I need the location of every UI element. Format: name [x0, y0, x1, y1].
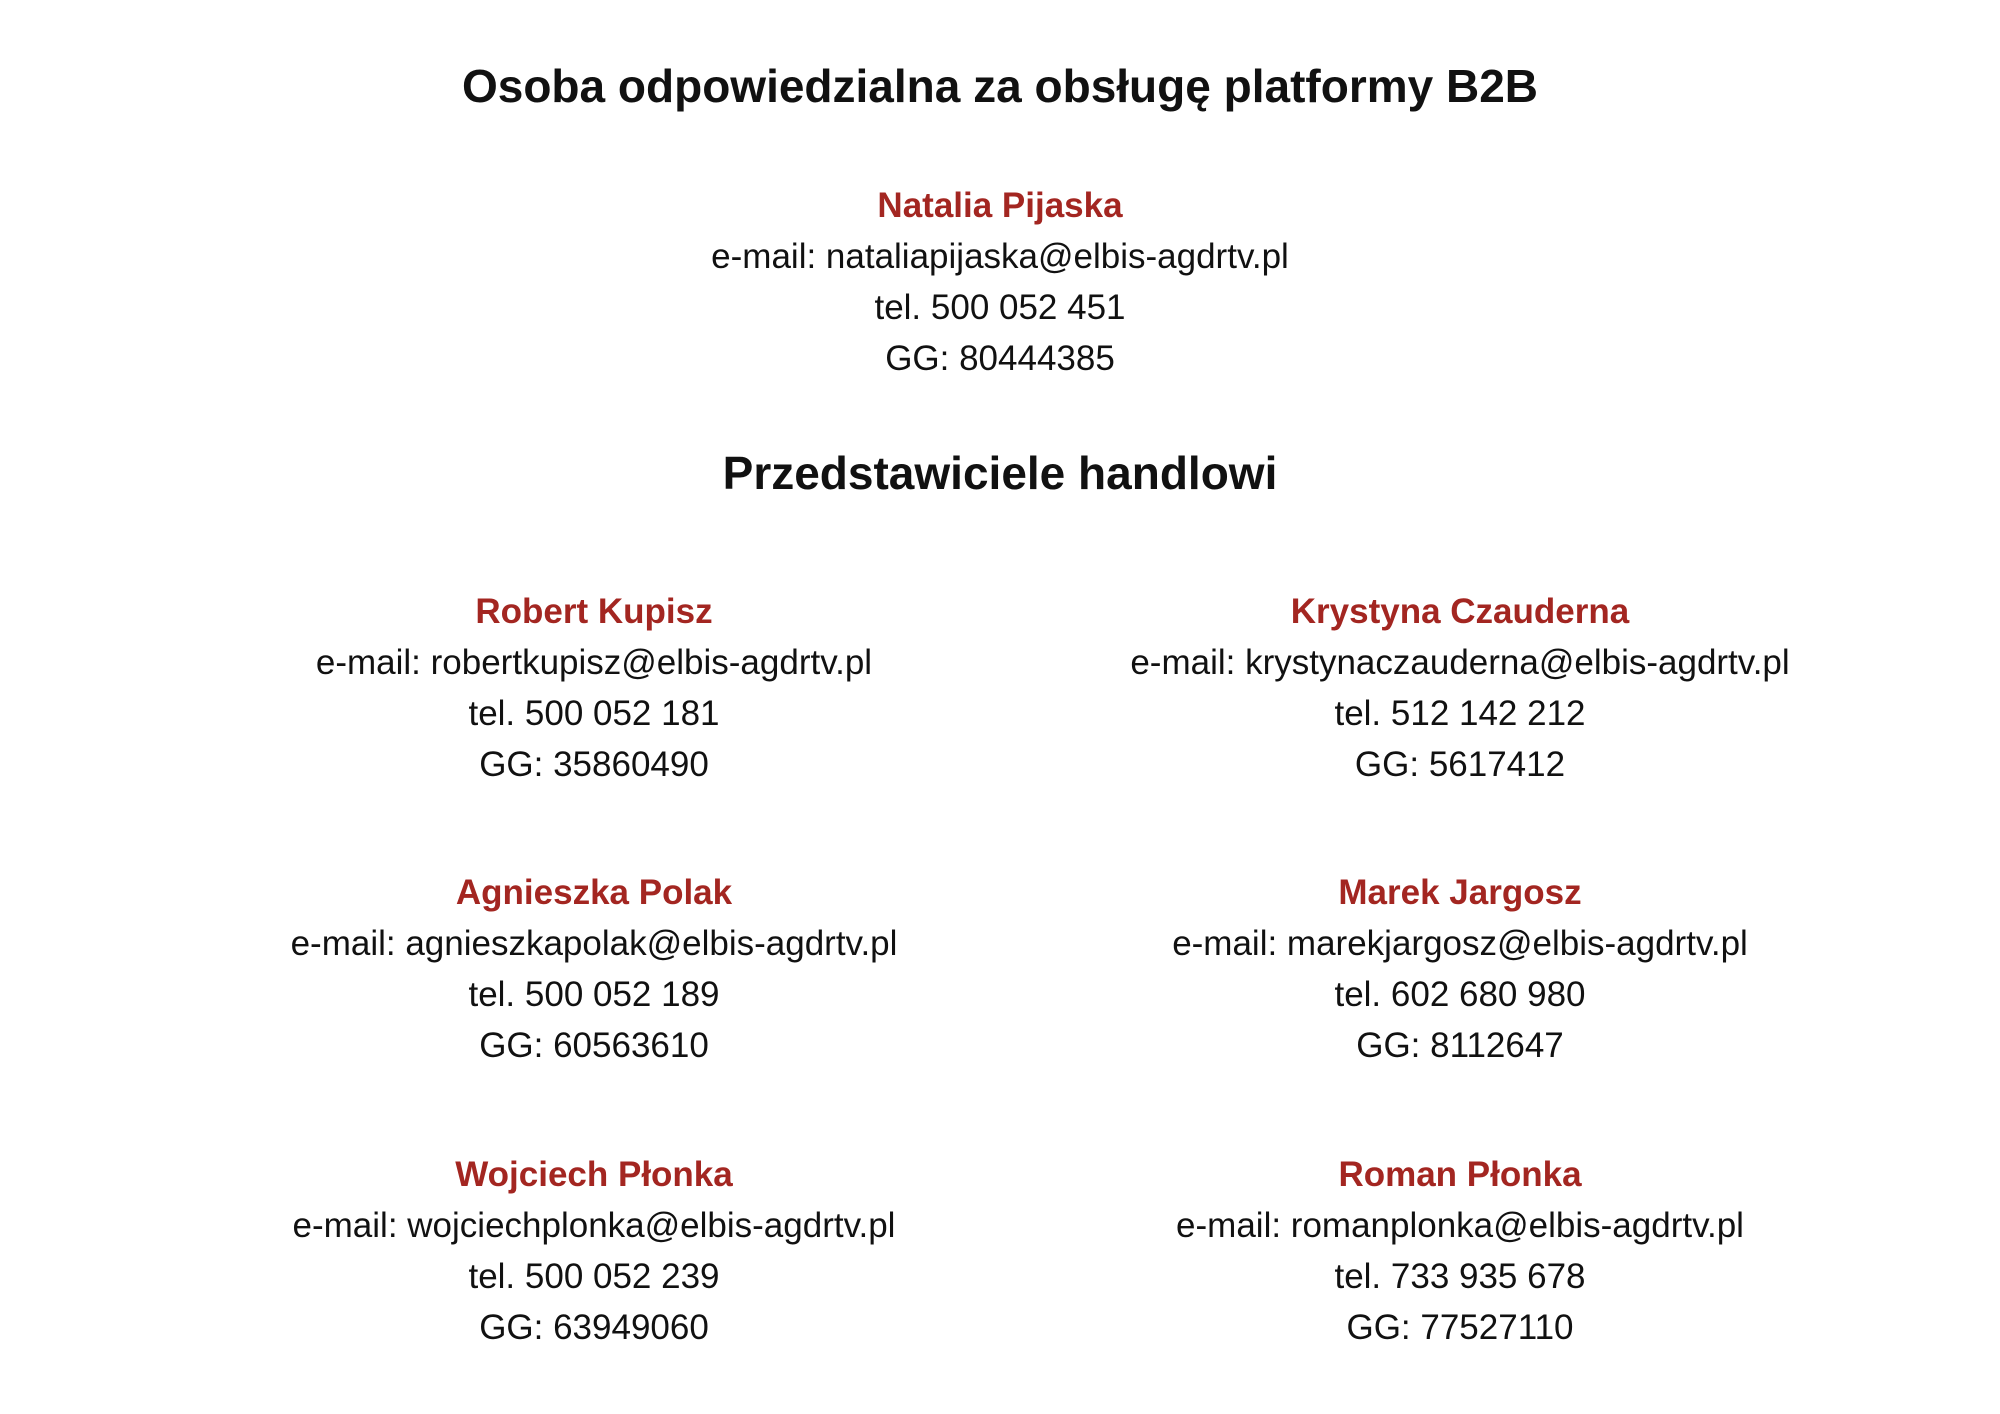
contact-phone[interactable]: tel. 500 052 451 [874, 288, 1126, 327]
contact-email[interactable]: e-mail: romanplonka@elbis-agdrtv.pl [1176, 1206, 1744, 1245]
contact-email[interactable]: e-mail: krystynaczauderna@elbis-agdrtv.pl [1130, 643, 1790, 682]
contact-phone[interactable]: tel. 512 142 212 [1334, 694, 1586, 733]
contact-email[interactable]: e-mail: wojciechplonka@elbis-agdrtv.pl [292, 1206, 896, 1245]
b2b-section-heading: Osoba odpowiedzialna za obsługę platformy B2B [461, 60, 1539, 112]
contact-email[interactable]: e-mail: nataliapijaska@elbis-agdrtv.pl [711, 237, 1289, 276]
contact-gg: GG: 5617412 [1354, 745, 1566, 784]
contact-gg: GG: 80444385 [885, 339, 1115, 378]
contact-name: Wojciech Płonka [455, 1155, 733, 1194]
contact-name: Marek Jargosz [1338, 873, 1582, 912]
b2b-contact-card [0, 180, 2000, 384]
contact-phone[interactable]: tel. 500 052 239 [468, 1257, 720, 1296]
contact-phone[interactable]: tel. 733 935 678 [1334, 1257, 1586, 1296]
contact-gg: GG: 63949060 [479, 1308, 709, 1347]
representative-card [194, 1149, 994, 1353]
contact-name: Krystyna Czauderna [1290, 592, 1630, 631]
contact-name: Agnieszka Polak [455, 873, 733, 912]
sales-section-heading: Przedstawiciele handlowi [722, 447, 1278, 499]
contact-name: Roman Płonka [1338, 1155, 1582, 1194]
representative-card [1060, 1149, 1860, 1353]
contact-gg: GG: 8112647 [1356, 1026, 1564, 1065]
contact-name: Robert Kupisz [475, 592, 713, 631]
representative-card [1060, 586, 1860, 790]
contact-gg: GG: 77527110 [1346, 1308, 1574, 1347]
contact-gg: GG: 35860490 [479, 745, 709, 784]
contact-gg: GG: 60563610 [479, 1026, 709, 1065]
representative-card [1060, 867, 1860, 1071]
representative-card [194, 867, 994, 1071]
contact-email[interactable]: e-mail: robertkupisz@elbis-agdrtv.pl [315, 643, 873, 682]
contact-email[interactable]: e-mail: marekjargosz@elbis-agdrtv.pl [1172, 924, 1748, 963]
contact-phone[interactable]: tel. 500 052 189 [468, 975, 720, 1014]
contact-phone[interactable]: tel. 500 052 181 [468, 694, 720, 733]
contact-name: Natalia Pijaska [877, 186, 1123, 225]
contact-email[interactable]: e-mail: agnieszkapolak@elbis-agdrtv.pl [290, 924, 898, 963]
contact-phone[interactable]: tel. 602 680 980 [1334, 975, 1586, 1014]
representative-card [194, 586, 994, 790]
